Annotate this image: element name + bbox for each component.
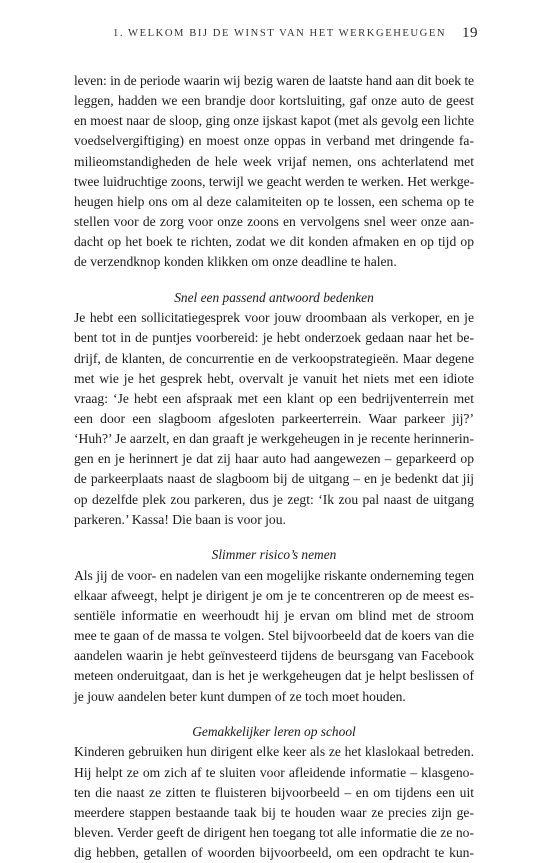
text-line: gen en je herinnert je dat zij haar auto had aangewezen – geparkeerd op [74,451,474,467]
text-line: drijf, de klanten, de concurrentie en de verkoopstrategieën. Maar degene [74,350,474,366]
section-paragraph [74,742,474,863]
text-line: ‘Huh?’ Je aarzelt, en dan graaft je werkgeheugen in je recente herinnerin- [74,431,474,447]
running-title: 1. WELKOM BIJ DE WINST VAN HET WERKGEHEUGEN [113,28,447,39]
intro-paragraph [74,71,474,273]
text-line: dacht op het boek te richten, zodat we dit konden afmaken en op tijd op [74,234,474,250]
text-line: bent tot in de puntjes voorbereid: je hebt onderzoek gedaan naar het be- [74,330,474,346]
page-number: 19 [462,25,478,41]
text-line: Hij helpt ze om zich af te sluiten voor afleidende informatie – klasgeno- [74,764,474,780]
text-line: meerdere stappen bestaande taak bij te houden waar ze precies zijn ge- [74,804,474,820]
text-line: ten die naast ze zitten te fluisteren bijvoorbeeld – en om tijdens een uit [74,784,474,800]
text-line: voedselvergiftiging) en moest onze oppas in verband met dringende fa- [74,133,474,149]
section-heading: Slimmer risico’s nemen [211,547,337,563]
section-heading: Gemakkelijker leren op school [192,724,356,740]
text-line: aandelen waarin je hebt geïnvesteerd tijdens de beursgang van Facebook [74,648,474,664]
section-paragraph [74,308,474,530]
text-line: de verzendknop konden klikken om onze deadline te halen. [74,254,397,270]
text-line: milieomstandigheden de hele week vrijaf nemen, ons achterlatend met [74,153,474,169]
text-line: dig hebben, getallen of woorden bijvoorbeeld, om een opdracht te kun- [74,845,474,861]
text-line: Als jij de voor- en nadelen van een mogelijke riskante onderneming tegen [74,567,474,583]
text-line: Kinderen gebruiken hun dirigent elke keer als ze het klaslokaal betreden. [74,744,474,760]
section-paragraph [74,566,474,707]
text-line: je jouw aandelen beter kunt dumpen of ze toch moet houden. [74,688,406,704]
text-line: vraag: ‘Je hebt een afspraak met een klant op een bedrijventerrein met [74,390,474,406]
text-line: parkeren.’ Kassa! Die baan is voor jou. [74,511,286,527]
text-line: een door een slagboom afgesloten parkeerterrein. Waar parkeer jij?’ [74,411,474,426]
text-line: leven: in de periode waarin wij bezig waren de laatste hand aan dit boek te [74,73,474,88]
body-text [74,71,474,863]
text-line: sentiële informatie en weerhoudt hij je ervan om blind met de stroom [74,607,474,623]
text-line: mee te gaan of de massa te volgen. Stel bijvoorbeeld dat de koers van die [74,628,474,644]
text-line: met wie je het gesprek hebt, overvalt je vanuit het niets met een idiote [74,370,474,386]
text-line: op dezelfde plek zou parkeren, dus je zegt: ‘Ik zou pal naast de uitgang [74,491,474,507]
text-line: en moest naar de sloop, ging onze ijskast kapot (met als gevolg een lichte [74,113,474,129]
text-line: leggen, hadden we een brandje door kortsluiting, gaf onze auto de geest [74,93,474,109]
text-line: stellen voor de zorg voor onze zoons en vervolgens snel weer onze aan- [74,214,474,230]
section-heading: Snel een passend antwoord bedenken [174,290,374,306]
text-line: meteen onderuitgaat, dan is het je werkgeheugen dat je helpt beslissen of [74,668,474,684]
text-line: bleven. Verder geeft de dirigent hen toegang tot alle informatie die ze no- [74,824,474,840]
text-line: Je hebt een sollicitatiegesprek voor jouw droombaan als verkoper, en je [74,310,474,326]
text-line: heugen hielp ons om al deze calamiteiten op te lossen, een schema op te [74,193,474,209]
running-head [0,25,548,48]
text-line: twee luidruchtige zoons, terwijl we geacht werden te werken. Het werkge- [74,173,474,189]
text-line: elkaar afweegt, helpt je dirigent je om je te concentreren op de meest es- [74,587,474,603]
text-line: de parkeerplaats naast de slagboom bij de uitgang – en je bedenkt dat jij [74,471,474,487]
